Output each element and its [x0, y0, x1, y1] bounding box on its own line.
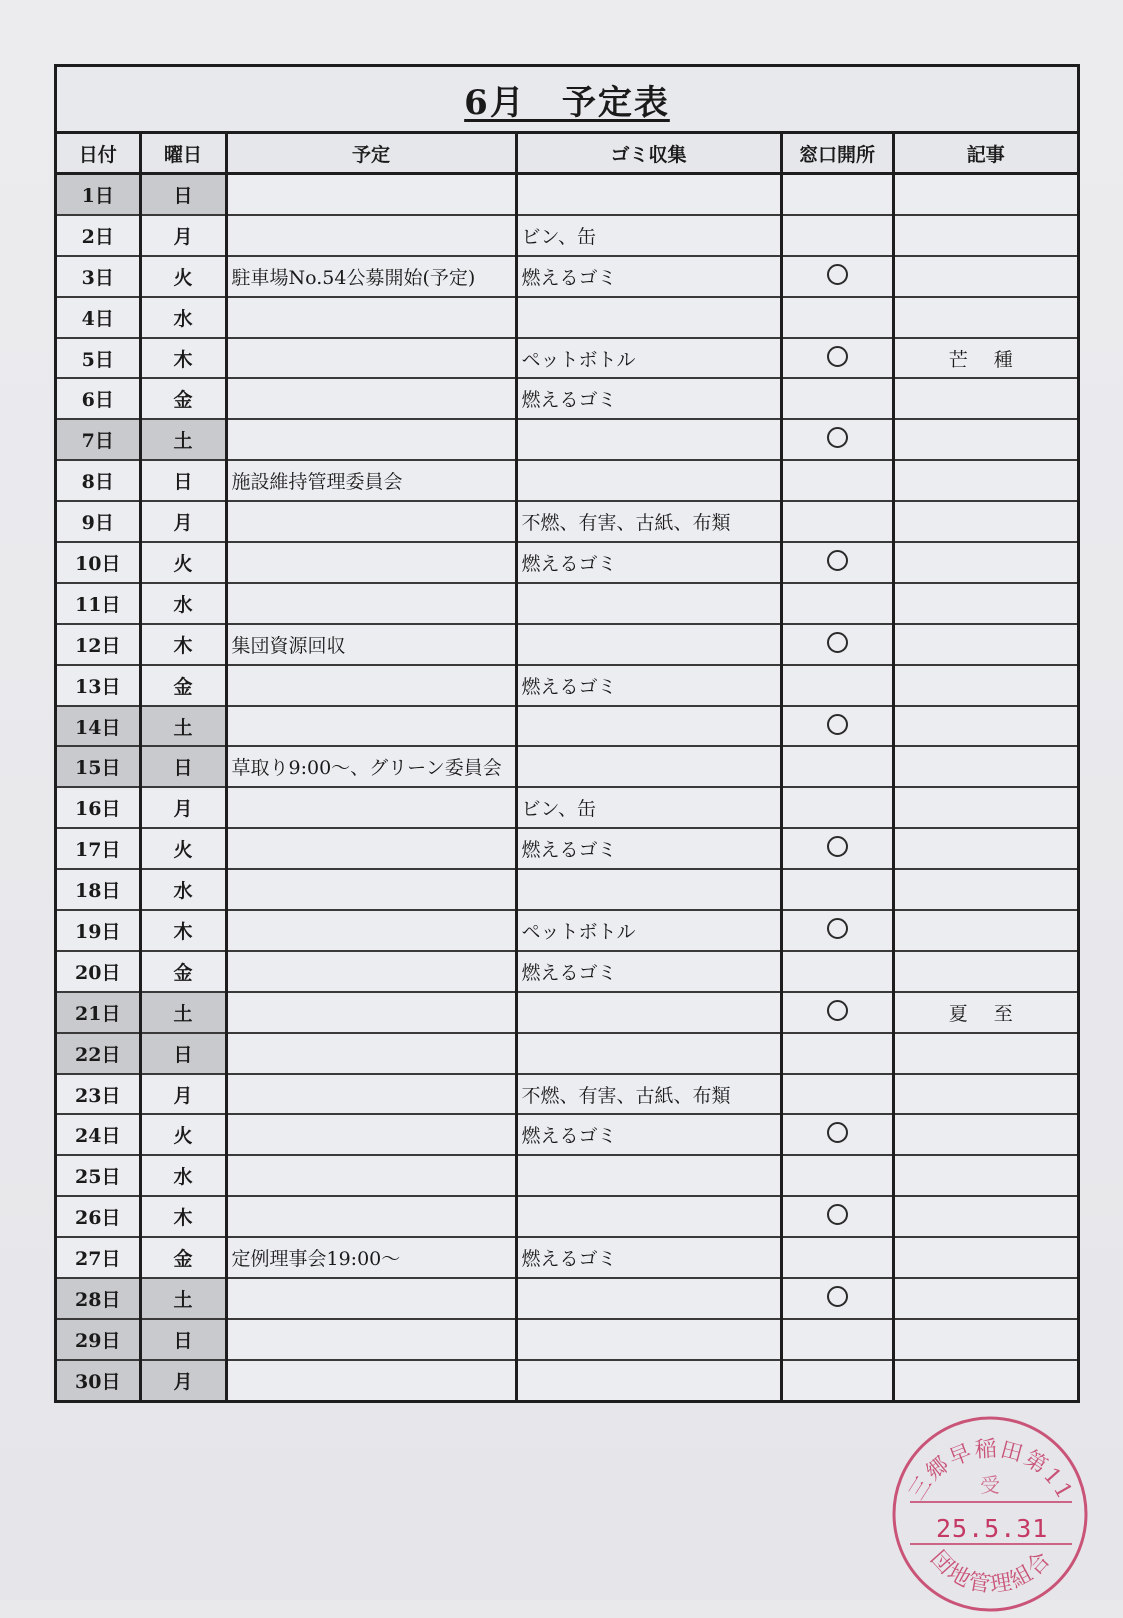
garbage-cell	[516, 746, 781, 787]
plan-cell	[226, 951, 516, 992]
plan-cell	[226, 910, 516, 951]
table-row	[57, 746, 1077, 787]
note-cell	[893, 869, 1077, 910]
table-row	[57, 1074, 1077, 1115]
note-cell	[893, 583, 1077, 624]
date-cell: 21日	[57, 992, 140, 1033]
note-cell	[893, 1360, 1077, 1400]
table-row	[57, 665, 1077, 706]
window-open-cell	[781, 583, 893, 624]
table-row	[57, 460, 1077, 501]
window-open-cell	[781, 1319, 893, 1360]
note-cell	[893, 215, 1077, 256]
table-row	[57, 1360, 1077, 1400]
garbage-cell	[516, 419, 781, 460]
date-cell: 25日	[57, 1155, 140, 1196]
weekday-cell: 水	[140, 1155, 226, 1196]
weekday-cell: 金	[140, 665, 226, 706]
note-cell	[893, 378, 1077, 419]
date-cell: 20日	[57, 951, 140, 992]
date-cell: 1日	[57, 174, 140, 215]
plan-cell	[226, 1155, 516, 1196]
circle-icon	[827, 427, 848, 448]
date-cell: 29日	[57, 1319, 140, 1360]
circle-icon	[827, 1286, 848, 1307]
date-cell: 16日	[57, 787, 140, 828]
date-cell: 11日	[57, 583, 140, 624]
date-cell: 30日	[57, 1360, 140, 1400]
window-open-cell	[781, 501, 893, 542]
window-open-cell	[781, 1237, 893, 1278]
circle-icon	[827, 836, 848, 857]
plan-cell	[226, 828, 516, 869]
date-cell: 4日	[57, 297, 140, 338]
date-cell: 24日	[57, 1114, 140, 1155]
weekday-cell: 月	[140, 215, 226, 256]
circle-icon	[827, 550, 848, 571]
garbage-cell: ペットボトル	[516, 338, 781, 379]
weekday-cell: 日	[140, 746, 226, 787]
table-row	[57, 1319, 1077, 1360]
window-open-cell	[781, 256, 893, 297]
window-open-cell	[781, 1114, 893, 1155]
date-cell: 13日	[57, 665, 140, 706]
stamp-seal-graphic	[888, 1410, 1092, 1614]
weekday-cell: 月	[140, 501, 226, 542]
weekday-cell: 月	[140, 787, 226, 828]
window-open-cell	[781, 1360, 893, 1400]
window-open-cell	[781, 706, 893, 747]
header-weekday: 曜日	[140, 134, 226, 174]
date-cell: 10日	[57, 542, 140, 583]
date-cell: 28日	[57, 1278, 140, 1319]
circle-icon	[827, 346, 848, 367]
plan-cell	[226, 869, 516, 910]
weekday-cell: 金	[140, 1237, 226, 1278]
weekday-cell: 月	[140, 1074, 226, 1115]
window-open-cell	[781, 215, 893, 256]
note-cell	[893, 460, 1077, 501]
date-cell: 18日	[57, 869, 140, 910]
window-open-cell	[781, 828, 893, 869]
garbage-cell: 燃えるゴミ	[516, 951, 781, 992]
table-row	[57, 992, 1077, 1033]
table-row	[57, 174, 1077, 215]
weekday-cell: 火	[140, 256, 226, 297]
header-row	[57, 134, 1077, 174]
weekday-cell: 水	[140, 297, 226, 338]
table-row	[57, 501, 1077, 542]
plan-cell	[226, 992, 516, 1033]
garbage-cell	[516, 460, 781, 501]
title-row	[57, 67, 1077, 134]
garbage-cell	[516, 869, 781, 910]
circle-icon	[827, 1204, 848, 1225]
circle-icon	[827, 1000, 848, 1021]
plan-cell	[226, 1319, 516, 1360]
note-cell	[893, 1319, 1077, 1360]
plan-cell	[226, 1033, 516, 1074]
table-row	[57, 828, 1077, 869]
window-open-cell	[781, 338, 893, 379]
garbage-cell: 燃えるゴミ	[516, 256, 781, 297]
plan-cell: 施設維持管理委員会	[226, 460, 516, 501]
window-open-cell	[781, 1155, 893, 1196]
date-cell: 19日	[57, 910, 140, 951]
svg-text:団地管理組合: 団地管理組合	[925, 1546, 1057, 1599]
note-cell	[893, 501, 1077, 542]
window-open-cell	[781, 951, 893, 992]
reception-stamp	[888, 1410, 1092, 1614]
window-open-cell	[781, 992, 893, 1033]
weekday-cell: 金	[140, 378, 226, 419]
date-cell: 17日	[57, 828, 140, 869]
table-row	[57, 419, 1077, 460]
garbage-cell: 燃えるゴミ	[516, 378, 781, 419]
table-row	[57, 787, 1077, 828]
plan-cell	[226, 501, 516, 542]
note-cell	[893, 419, 1077, 460]
date-cell: 9日	[57, 501, 140, 542]
table-row	[57, 706, 1077, 747]
header-window-open: 窓口開所	[781, 134, 893, 174]
date-cell: 14日	[57, 706, 140, 747]
plan-cell: 草取り9:00～、グリーン委員会	[226, 746, 516, 787]
window-open-cell	[781, 665, 893, 706]
date-cell: 2日	[57, 215, 140, 256]
circle-icon	[827, 1122, 848, 1143]
plan-cell	[226, 1074, 516, 1115]
garbage-cell	[516, 174, 781, 215]
garbage-cell	[516, 583, 781, 624]
table-row	[57, 1237, 1077, 1278]
plan-cell	[226, 338, 516, 379]
weekday-cell: 土	[140, 992, 226, 1033]
plan-cell	[226, 174, 516, 215]
weekday-cell: 月	[140, 1360, 226, 1400]
stamp-date: 25.5.31	[936, 1514, 1049, 1543]
window-open-cell	[781, 297, 893, 338]
garbage-cell	[516, 1196, 781, 1237]
plan-cell	[226, 378, 516, 419]
svg-text:三郷早稲田第11: 三郷早稲田第11	[904, 1436, 1078, 1505]
plan-cell	[226, 419, 516, 460]
date-cell: 8日	[57, 460, 140, 501]
garbage-cell	[516, 1319, 781, 1360]
note-cell	[893, 256, 1077, 297]
table-row	[57, 256, 1077, 297]
date-cell: 6日	[57, 378, 140, 419]
garbage-cell: 燃えるゴミ	[516, 1114, 781, 1155]
window-open-cell	[781, 1074, 893, 1115]
garbage-cell: 燃えるゴミ	[516, 542, 781, 583]
page-title: 6月 予定表	[464, 82, 670, 123]
weekday-cell: 土	[140, 419, 226, 460]
date-cell: 3日	[57, 256, 140, 297]
table-row	[57, 624, 1077, 665]
garbage-cell	[516, 992, 781, 1033]
date-cell: 27日	[57, 1237, 140, 1278]
weekday-cell: 日	[140, 460, 226, 501]
note-cell	[893, 1155, 1077, 1196]
note-cell	[893, 1074, 1077, 1115]
schedule-rows	[57, 174, 1077, 1400]
weekday-cell: 木	[140, 1196, 226, 1237]
note-cell: 芒 種	[893, 338, 1077, 379]
note-cell	[893, 828, 1077, 869]
plan-cell	[226, 665, 516, 706]
note-cell	[893, 297, 1077, 338]
note-cell	[893, 910, 1077, 951]
window-open-cell	[781, 174, 893, 215]
window-open-cell	[781, 910, 893, 951]
date-cell: 15日	[57, 746, 140, 787]
table-row	[57, 1155, 1077, 1196]
weekday-cell: 水	[140, 869, 226, 910]
garbage-cell	[516, 1278, 781, 1319]
garbage-cell	[516, 1033, 781, 1074]
garbage-cell: 燃えるゴミ	[516, 828, 781, 869]
weekday-cell: 火	[140, 1114, 226, 1155]
table-row	[57, 542, 1077, 583]
plan-cell	[226, 297, 516, 338]
window-open-cell	[781, 1278, 893, 1319]
table-row	[57, 378, 1077, 419]
table-row	[57, 1278, 1077, 1319]
weekday-cell: 金	[140, 951, 226, 992]
garbage-cell	[516, 624, 781, 665]
schedule-table	[57, 134, 1077, 1400]
note-cell	[893, 665, 1077, 706]
plan-cell	[226, 215, 516, 256]
note-cell	[893, 951, 1077, 992]
window-open-cell	[781, 460, 893, 501]
plan-cell: 駐車場No.54公募開始(予定)	[226, 256, 516, 297]
garbage-cell	[516, 1360, 781, 1400]
plan-cell	[226, 1278, 516, 1319]
weekday-cell: 木	[140, 624, 226, 665]
table-row	[57, 910, 1077, 951]
plan-cell: 集団資源回収	[226, 624, 516, 665]
circle-icon	[827, 632, 848, 653]
note-cell	[893, 1114, 1077, 1155]
table-row	[57, 869, 1077, 910]
weekday-cell: 土	[140, 706, 226, 747]
date-cell: 5日	[57, 338, 140, 379]
header-plan: 予定	[226, 134, 516, 174]
svg-text:受: 受	[980, 1473, 1000, 1497]
window-open-cell	[781, 787, 893, 828]
note-cell	[893, 1237, 1077, 1278]
header-note: 記事	[893, 134, 1077, 174]
plan-cell: 定例理事会19:00～	[226, 1237, 516, 1278]
date-cell: 22日	[57, 1033, 140, 1074]
weekday-cell: 木	[140, 910, 226, 951]
date-cell: 23日	[57, 1074, 140, 1115]
note-cell	[893, 706, 1077, 747]
note-cell	[893, 787, 1077, 828]
note-cell	[893, 1278, 1077, 1319]
plan-cell	[226, 1196, 516, 1237]
window-open-cell	[781, 542, 893, 583]
header-garbage-collection: ゴミ収集	[516, 134, 781, 174]
circle-icon	[827, 264, 848, 285]
garbage-cell: ビン、缶	[516, 215, 781, 256]
table-row	[57, 215, 1077, 256]
window-open-cell	[781, 869, 893, 910]
weekday-cell: 土	[140, 1278, 226, 1319]
note-cell	[893, 1196, 1077, 1237]
note-cell	[893, 746, 1077, 787]
table-row	[57, 1196, 1077, 1237]
window-open-cell	[781, 378, 893, 419]
weekday-cell: 火	[140, 542, 226, 583]
garbage-cell: 燃えるゴミ	[516, 1237, 781, 1278]
date-cell: 12日	[57, 624, 140, 665]
weekday-cell: 水	[140, 583, 226, 624]
garbage-cell	[516, 706, 781, 747]
date-cell: 26日	[57, 1196, 140, 1237]
plan-cell	[226, 542, 516, 583]
garbage-cell	[516, 297, 781, 338]
garbage-cell: 燃えるゴミ	[516, 665, 781, 706]
circle-icon	[827, 918, 848, 939]
plan-cell	[226, 1114, 516, 1155]
schedule-table-frame	[54, 64, 1080, 1403]
weekday-cell: 日	[140, 1033, 226, 1074]
garbage-cell: ビン、缶	[516, 787, 781, 828]
note-cell: 夏 至	[893, 992, 1077, 1033]
garbage-cell	[516, 1155, 781, 1196]
weekday-cell: 日	[140, 1319, 226, 1360]
window-open-cell	[781, 624, 893, 665]
table-row	[57, 1114, 1077, 1155]
weekday-cell: 火	[140, 828, 226, 869]
note-cell	[893, 174, 1077, 215]
table-row	[57, 1033, 1077, 1074]
table-row	[57, 951, 1077, 992]
plan-cell	[226, 1360, 516, 1400]
weekday-cell: 木	[140, 338, 226, 379]
table-row	[57, 583, 1077, 624]
header-date: 日付	[57, 134, 140, 174]
garbage-cell: 不燃、有害、古紙、布類	[516, 501, 781, 542]
note-cell	[893, 542, 1077, 583]
window-open-cell	[781, 419, 893, 460]
table-row	[57, 338, 1077, 379]
plan-cell	[226, 583, 516, 624]
circle-icon	[827, 714, 848, 735]
plan-cell	[226, 787, 516, 828]
window-open-cell	[781, 1033, 893, 1074]
date-cell: 7日	[57, 419, 140, 460]
garbage-cell: 不燃、有害、古紙、布類	[516, 1074, 781, 1115]
window-open-cell	[781, 1196, 893, 1237]
note-cell	[893, 624, 1077, 665]
plan-cell	[226, 706, 516, 747]
garbage-cell: ペットボトル	[516, 910, 781, 951]
note-cell	[893, 1033, 1077, 1074]
window-open-cell	[781, 746, 893, 787]
weekday-cell: 日	[140, 174, 226, 215]
table-row	[57, 297, 1077, 338]
